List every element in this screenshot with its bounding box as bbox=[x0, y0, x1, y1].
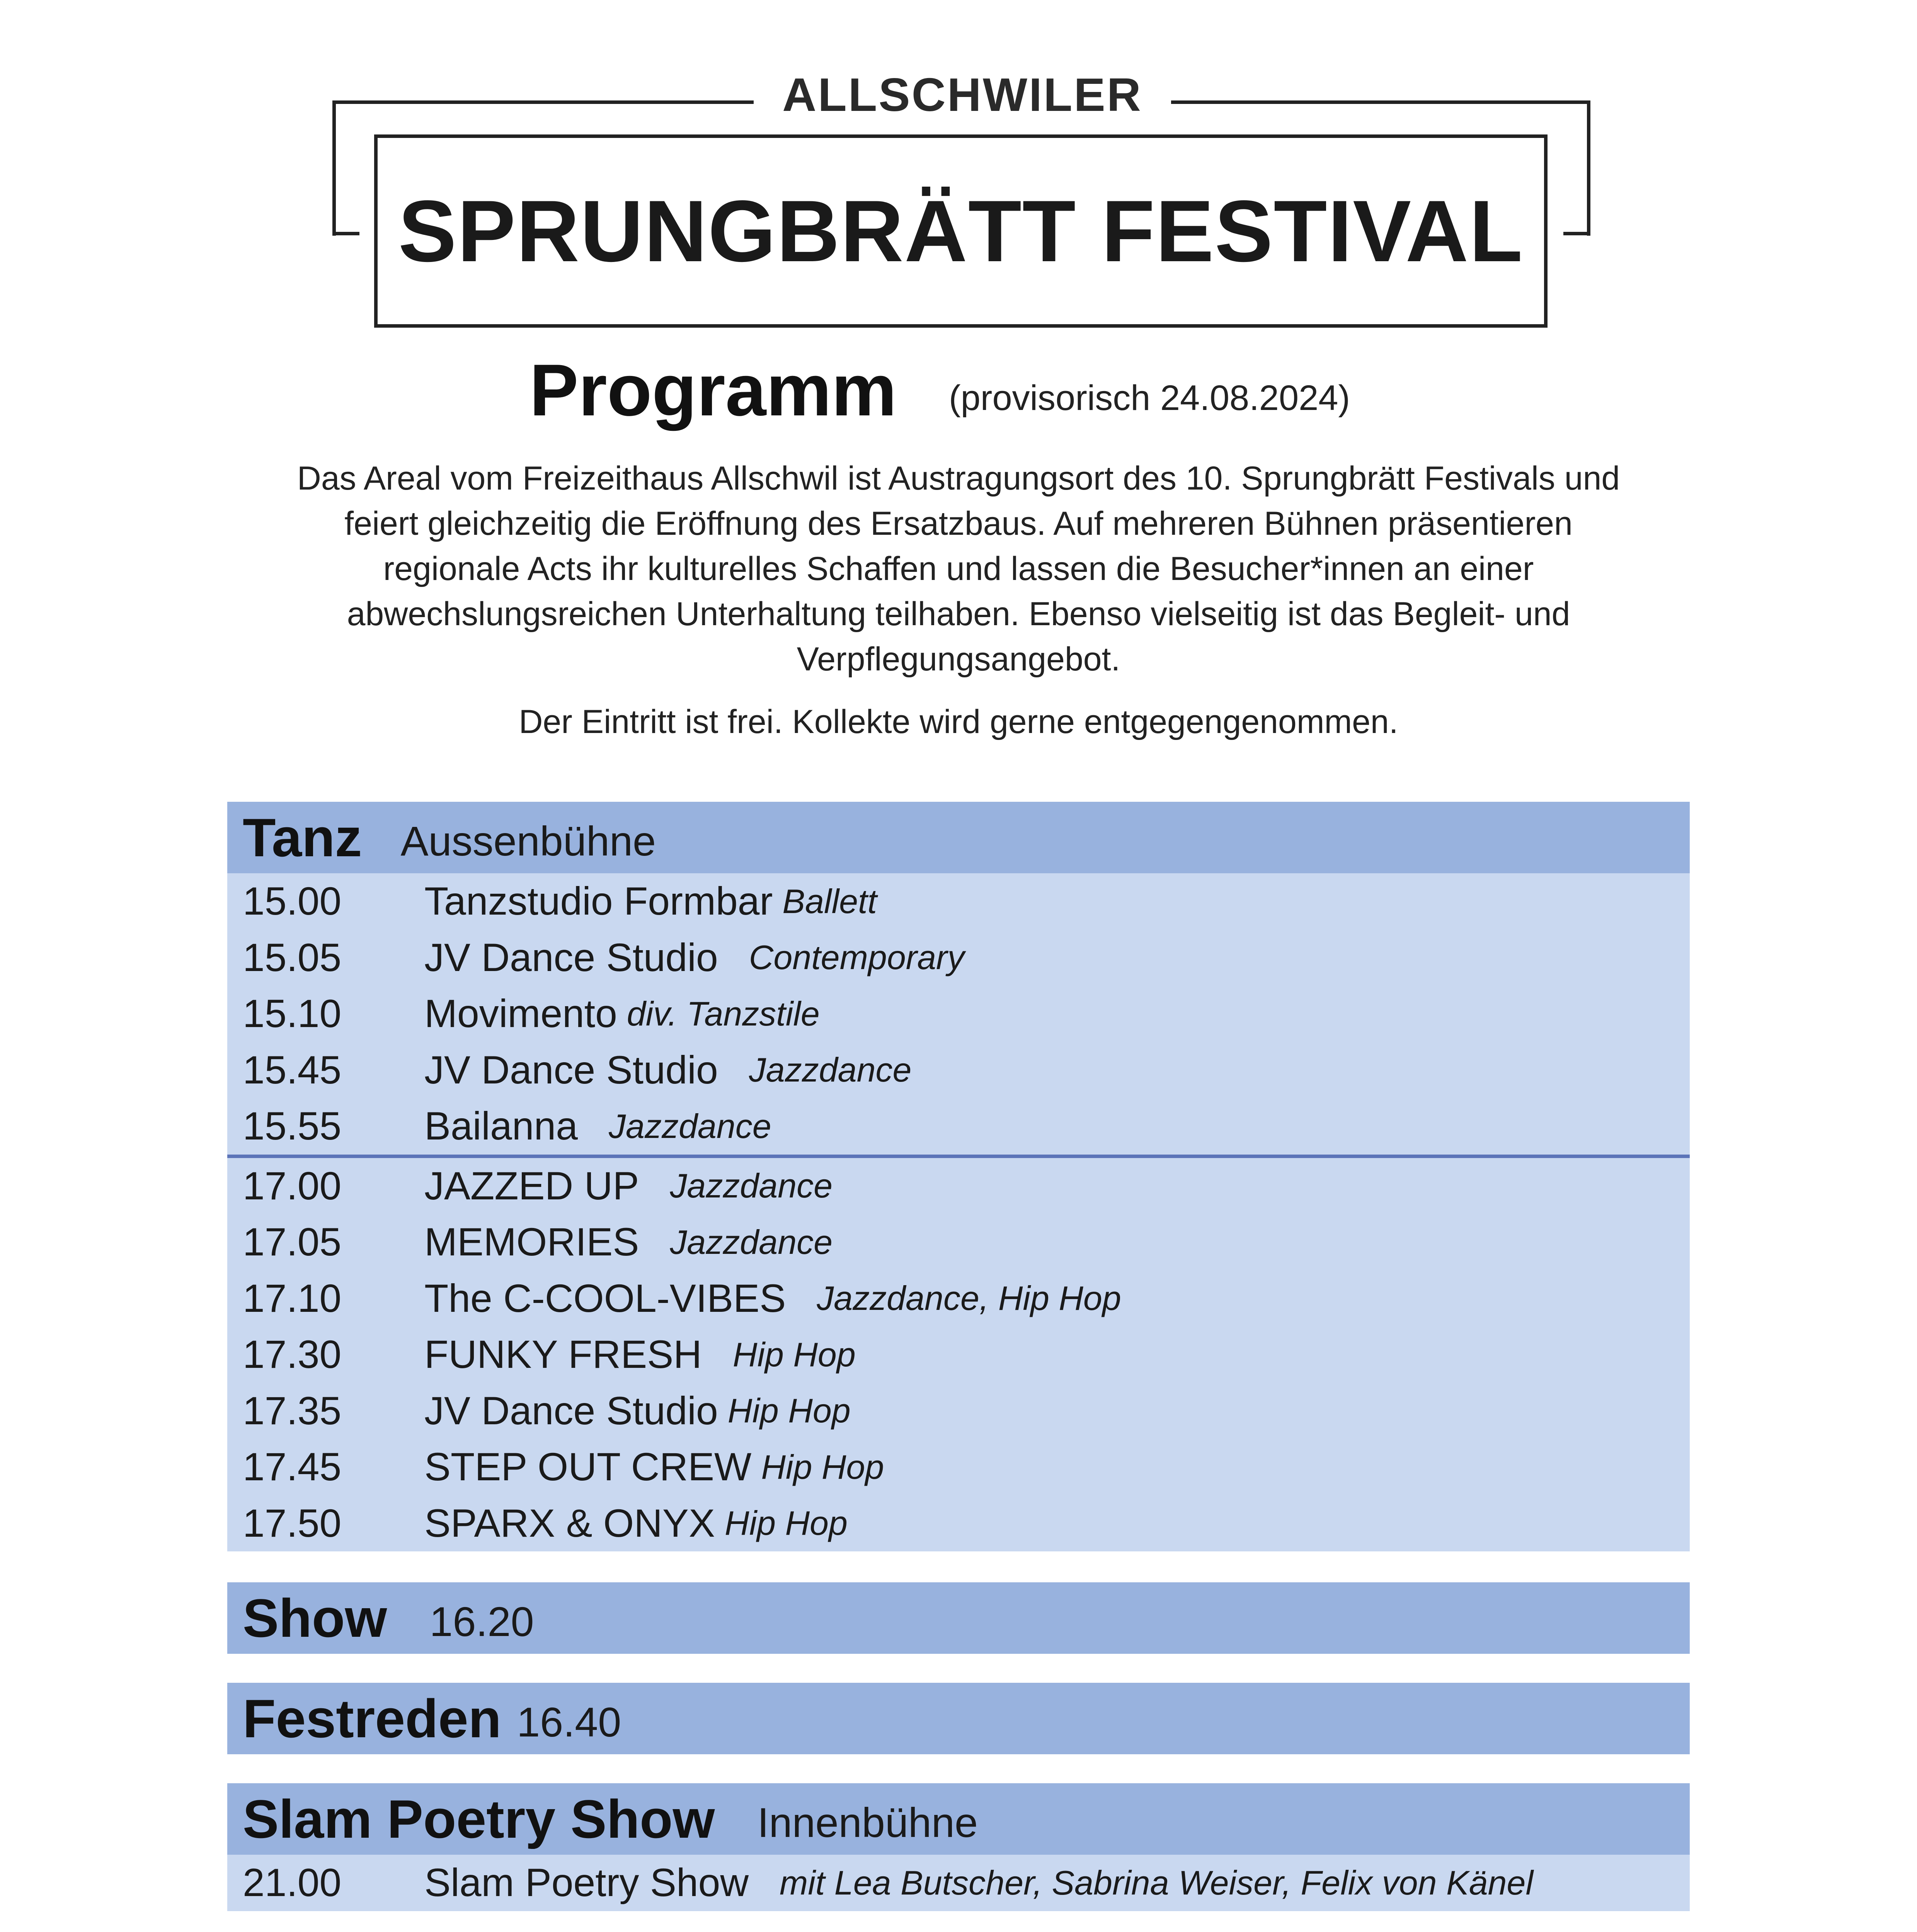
row-genre: mit Lea Butscher, Sabrina Weiser, Felix von Känel bbox=[780, 1863, 1534, 1902]
row-genre: Ballett bbox=[782, 882, 877, 920]
program-row bbox=[227, 986, 1690, 1042]
row-time: 15.45 bbox=[243, 1048, 342, 1092]
section-title: Tanz bbox=[243, 807, 362, 868]
row-act: SPARX & ONYX bbox=[424, 1501, 715, 1545]
row-genre: Jazzdance bbox=[670, 1167, 833, 1205]
row-time: 17.30 bbox=[243, 1332, 342, 1377]
program-row bbox=[227, 1439, 1690, 1495]
program-row bbox=[227, 1327, 1690, 1383]
row-act: JV Dance Studio bbox=[424, 1048, 718, 1092]
row-time: 15.00 bbox=[243, 879, 342, 923]
logo-frame-notch-left bbox=[332, 232, 359, 235]
intro-line: feiert gleichzeitig die Eröffnung des Ersatzbaus. Auf mehreren Bühnen präsentieren bbox=[344, 505, 1573, 542]
section-header bbox=[227, 1783, 1690, 1855]
row-genre: Jazzdance bbox=[670, 1223, 833, 1261]
program-row bbox=[227, 930, 1690, 986]
row-act: FUNKY FRESH bbox=[424, 1332, 702, 1377]
row-time: 21.00 bbox=[243, 1861, 342, 1905]
program-row bbox=[227, 1098, 1690, 1155]
section-time: 16.20 bbox=[429, 1598, 534, 1645]
row-genre: Hip Hop bbox=[725, 1504, 848, 1543]
logo-top-word: ALLSCHWILER bbox=[754, 66, 1171, 124]
logo-frame-notch-right bbox=[1563, 232, 1590, 235]
row-act: JV Dance Studio bbox=[424, 935, 718, 980]
section-header bbox=[227, 1683, 1690, 1754]
festival-name: SPRUNGBRÄTT FESTIVAL bbox=[398, 182, 1524, 280]
row-act: The C-COOL-VIBES bbox=[424, 1276, 786, 1320]
intro-line: Verpflegungsangebot. bbox=[797, 641, 1120, 678]
section-show bbox=[227, 1582, 1690, 1654]
row-genre: Jazzdance bbox=[749, 1051, 912, 1089]
section-title: Slam Poetry Show bbox=[243, 1788, 715, 1849]
program-row bbox=[227, 873, 1690, 930]
row-genre: Hip Hop bbox=[761, 1447, 884, 1486]
row-genre: Jazzdance, Hip Hop bbox=[817, 1279, 1121, 1318]
program-row bbox=[227, 1383, 1690, 1439]
row-genre: Jazzdance bbox=[609, 1107, 771, 1145]
program-row bbox=[227, 1270, 1690, 1327]
row-time: 17.45 bbox=[243, 1445, 342, 1489]
section-title: Show bbox=[243, 1587, 387, 1648]
section-stage: Aussenbühne bbox=[400, 818, 656, 864]
program-row bbox=[227, 1042, 1690, 1099]
row-act: STEP OUT CREW bbox=[424, 1445, 752, 1489]
row-time: 17.35 bbox=[243, 1388, 342, 1433]
program-row bbox=[227, 1495, 1690, 1552]
section-slam-poetry bbox=[227, 1783, 1690, 1911]
row-time: 15.10 bbox=[243, 992, 342, 1036]
intro-text bbox=[216, 456, 1701, 682]
section-divider bbox=[227, 1155, 1690, 1158]
section-title: Festreden bbox=[243, 1688, 502, 1749]
program-title: Programm bbox=[529, 349, 897, 431]
row-act: MEMORIES bbox=[424, 1220, 639, 1264]
row-act: Tanzstudio Formbar bbox=[424, 879, 773, 923]
row-act: Slam Poetry Show bbox=[424, 1861, 749, 1905]
row-time: 17.50 bbox=[243, 1501, 342, 1545]
section-stage: Innenbühne bbox=[757, 1799, 978, 1846]
row-genre: Hip Hop bbox=[732, 1335, 856, 1374]
row-act: Movimento bbox=[424, 992, 617, 1036]
program-row bbox=[227, 1158, 1690, 1214]
program-note: (provisorisch 24.08.2024) bbox=[949, 378, 1350, 418]
row-time: 17.10 bbox=[243, 1276, 342, 1320]
intro-line: regionale Acts ihr kulturelles Schaffen und lassen die Besucher*innen an einer bbox=[383, 550, 1534, 587]
section-header bbox=[227, 1582, 1690, 1654]
row-time: 15.55 bbox=[243, 1104, 342, 1148]
row-time: 17.00 bbox=[243, 1163, 342, 1208]
program-row bbox=[227, 1214, 1690, 1270]
section-tanz bbox=[227, 802, 1690, 1551]
section-festreden bbox=[227, 1683, 1690, 1754]
row-genre: Contemporary bbox=[749, 938, 965, 977]
program-row bbox=[227, 1855, 1690, 1911]
row-genre: div. Tanzstile bbox=[627, 994, 820, 1033]
intro-line: Das Areal vom Freizeithaus Allschwil ist Austragungsort des 10. Sprungbrätt Festivals und bbox=[297, 460, 1620, 497]
section-time: 16.40 bbox=[517, 1699, 621, 1745]
row-time: 17.05 bbox=[243, 1220, 342, 1264]
entry-note: Der Eintritt ist frei. Kollekte wird gerne entgegengenommen. bbox=[519, 703, 1398, 740]
row-act: Bailanna bbox=[424, 1104, 578, 1148]
logo-festival-name-box bbox=[374, 134, 1548, 328]
row-act: JAZZED UP bbox=[424, 1163, 639, 1208]
row-time: 15.05 bbox=[243, 935, 342, 980]
row-act: JV Dance Studio bbox=[424, 1388, 718, 1433]
section-header bbox=[227, 802, 1690, 873]
row-genre: Hip Hop bbox=[727, 1391, 851, 1430]
intro-line: abwechslungsreichen Unterhaltung teilhaben. Ebenso vielseitig ist das Begleit- und bbox=[347, 595, 1570, 633]
